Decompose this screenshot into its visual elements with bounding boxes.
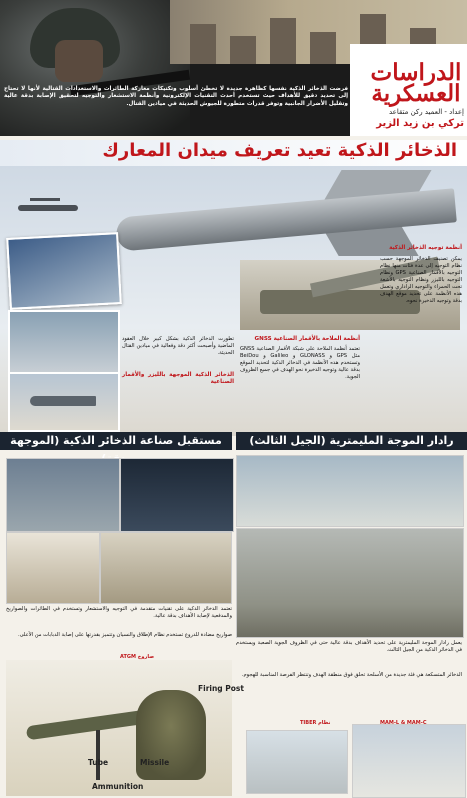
section-heading: أنظمة الملاحة بالأقمار الصناعية GNSS (254, 336, 360, 342)
face-shape (55, 40, 103, 82)
building-shape (230, 36, 256, 64)
photo-mam-munition (352, 724, 466, 798)
caption-atgm: صاروخ ATGM (120, 654, 155, 660)
section-heading: أنظمة توجيه الذخائر الذكية (389, 245, 462, 251)
page-title: الذخائر الذكية تعيد تعريف ميدان المعارك (102, 140, 457, 161)
header-banner (0, 0, 467, 136)
drone-illustration (18, 205, 78, 211)
photo-missile-test (6, 458, 120, 532)
article-column: يعمل رادار الموجة المليمترية على تحديد الأهداف بدقة عالية حتى في الظروف الجوية الصعبة ويستخدم في الذخائر الذكية من الجيل الثالث. (236, 640, 462, 653)
caption-tiber: نظام TIBER (300, 720, 331, 726)
inset-photo-jet (8, 372, 120, 432)
inset-photo-missile (8, 310, 120, 374)
photo-munitions (6, 532, 100, 604)
building-shape (270, 18, 296, 64)
building-shape (190, 24, 216, 64)
atgm-diagram (6, 660, 232, 796)
author-name: تركي بن زيد الزير (376, 118, 464, 129)
photo-harrier-system (246, 730, 348, 794)
photo-stealth-aircraft (120, 458, 234, 532)
article-column: تطورت الذخائر الذكية بشكل كبير خلال العقود الماضية وأصبحت أكثر دقة وفعالية في ميادين القتال الحديثة. (122, 336, 234, 356)
byline-label: إعداد - العميد ركن متقاعد (388, 108, 464, 116)
building-shape (310, 32, 336, 64)
photo-loitering-munition (236, 528, 464, 638)
brand-title: الدراسات العسكرية (370, 59, 462, 107)
jet-shape (30, 396, 96, 406)
soldier-photo (0, 0, 190, 136)
article-column: صواريخ مضادة للدروع تستخدم نظام الإطلاق والنسيان وتتميز بقدرتها على إصابة الدبابات من الأعلى. (17, 632, 232, 638)
section-banner-left: مستقبل صناعة الذخائر الذكية (الموجهة (0, 432, 232, 450)
photo-armored-vehicle (100, 532, 232, 604)
label-ammunition: Ammunition (92, 782, 144, 791)
label-missile: Missile (140, 758, 170, 767)
red-note: الذخائر الذكية الموجهة بالليزر والأقمار الصناعية (122, 372, 234, 385)
article-column: تعتمد الذخائر الذكية على تقنيات متقدمة في التوجيه والاستشعار وتستخدم في الطائرات والصواريخ والمدفعية لإصابة الأهداف بدقة عالية. (6, 606, 232, 619)
label-firing-post: Firing Post (198, 684, 244, 693)
tripod-shape (96, 730, 100, 780)
photo-drone-flight (236, 455, 464, 527)
inset-photo-aircraft (6, 232, 122, 310)
article-column: تعتمد أنظمة الملاحة على شبكة الأقمار الصناعية GNSS مثل GPS و GLONASS و Galileo و BeiDou وتستخدم هذه الأنظمة في الذخائر الذكية لتحديد الموقع بدقة عالية وتوجيه الذخيرة نحو الهدف في جميع الظروف الجوية. (240, 346, 360, 380)
article-column: يمكن تصنيف الذخائر الموجهة حسب نظام التوجيه إلى عدة فئات منها نظام التوجيه بالأقمار الصناعية GPS ونظام التوجيه بالليزر ونظام التوجيه بالأشعة تحت الحمراء والتوجيه الراداري وتعمل هذه الأنظمة على تحديد موقع الهدف بدقة وتوجيه الذخيرة نحوه. (380, 256, 462, 304)
intro-paragraph: فرضت الذخائر الذكية نفسها كظاهرة جديدة لا تخطئ أسلوب وتكتيكات معاركة الطائرات والاستعدادات القتالية لأنها لا تحتاج إلى تحديد دقيق للأهداف حيث تستخدم أحدث التقنيات الإلكترونية وأنظمة الاستشعار والتوجيه لتحقيق الإصابة بدقة عالية وتقليل الأضرار الجانبية وتوفر قدرات متطورة للجيوش الحديثة في ميادين القتال. (4, 86, 348, 107)
caption-mam: MAM-L & MAM-C (380, 720, 427, 726)
article-column: الذخائر المتسكعة هي فئة جديدة من الأسلحة تحلق فوق منطقة الهدف وتنتظر الفرصة المناسبة للهجوم. (241, 672, 462, 678)
section-banner-right: رادار الموجة المليمترية (الجيل الثالث) (236, 432, 467, 450)
label-tube: Tube (88, 758, 109, 767)
